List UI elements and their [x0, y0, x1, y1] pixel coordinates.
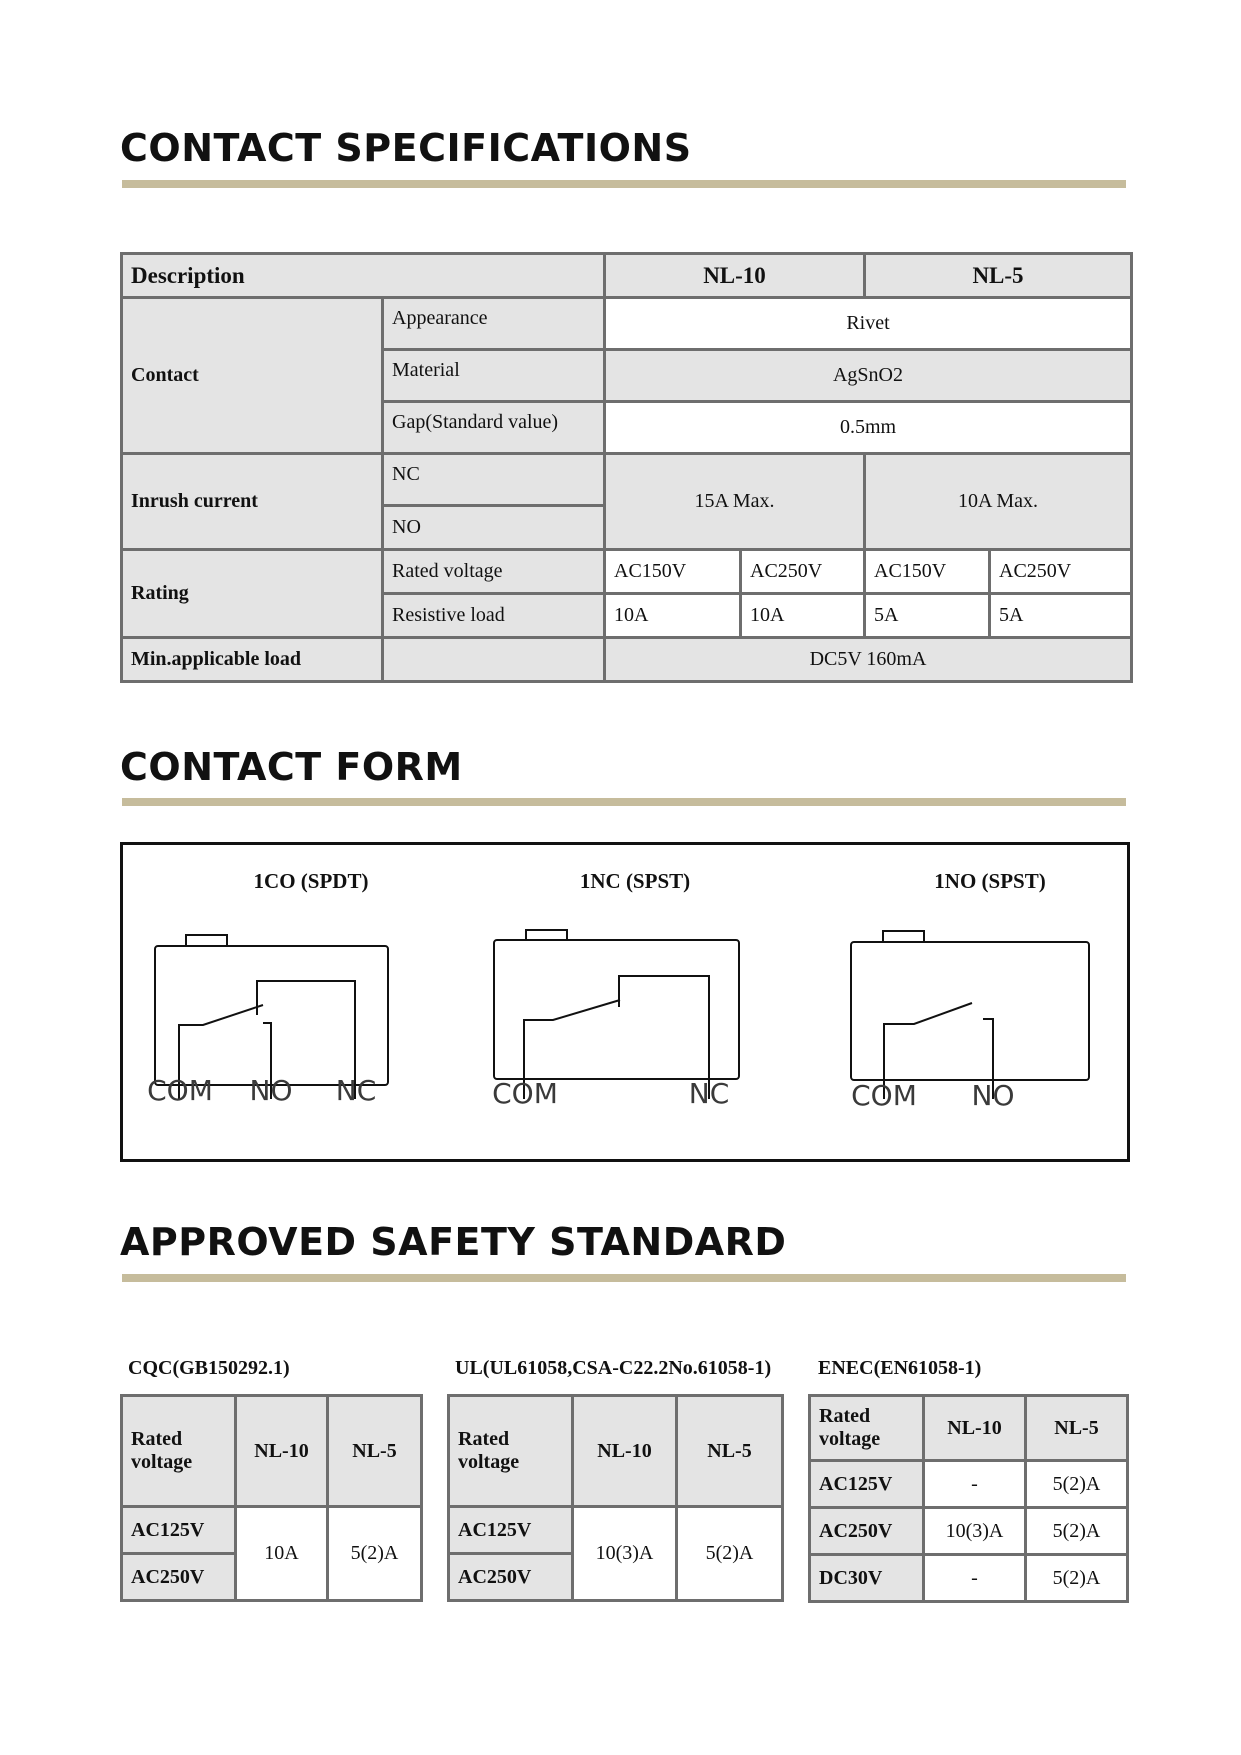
- material-label: Material: [383, 350, 605, 402]
- voltage-cell: AC125V: [810, 1461, 924, 1508]
- rated-voltage-header: Rated voltage: [122, 1396, 236, 1507]
- table-row: [449, 1396, 783, 1507]
- voltage-cell: AC250V: [449, 1554, 573, 1601]
- table-row: [122, 1396, 422, 1507]
- nl10-value: 10A: [236, 1507, 328, 1601]
- terminal-label: NO: [249, 1074, 293, 1107]
- cqc-table: [120, 1394, 423, 1602]
- nl10-value: -: [924, 1555, 1026, 1602]
- rated-voltage-header: Rated voltage: [810, 1396, 924, 1461]
- min-load-empty-cell: [383, 638, 605, 682]
- contact-form-diagrams: [120, 842, 1130, 1162]
- table-row: [122, 254, 1132, 298]
- nl10-value: 10(3)A: [573, 1507, 677, 1601]
- table-row: [122, 1507, 422, 1554]
- nl5-value: 5(2)A: [677, 1507, 783, 1601]
- table-row: [122, 638, 1132, 682]
- heading-underline: [122, 1274, 1126, 1282]
- rated-voltage-cell: AC150V: [605, 550, 741, 594]
- rated-voltage-header: Rated voltage: [449, 1396, 573, 1507]
- no-spst-title: 1NO (SPST): [934, 869, 1046, 893]
- rated-voltage-cell: AC150V: [865, 550, 990, 594]
- ul-table: [447, 1394, 784, 1602]
- ul-title: UL(UL61058,CSA-C22.2No.61058-1): [455, 1357, 772, 1379]
- voltage-cell: AC250V: [122, 1554, 236, 1601]
- nl5-value: 5(2)A: [1026, 1508, 1128, 1555]
- heading-underline: [122, 798, 1126, 806]
- appearance-value: Rivet: [605, 298, 1132, 350]
- nl10-header: NL-10: [573, 1396, 677, 1507]
- contact-form-schematics: [123, 845, 1127, 1159]
- terminal-label: NC: [688, 1077, 730, 1110]
- no-spst-schematic: [851, 931, 1089, 1099]
- rating-label: Rating: [122, 550, 383, 638]
- terminal-label: NO: [971, 1079, 1015, 1112]
- cqc-title: CQC(GB150292.1): [128, 1357, 290, 1379]
- resistive-load-cell: 10A: [741, 594, 865, 638]
- resistive-load-label: Resistive load: [383, 594, 605, 638]
- model-header-nl5: NL-5: [865, 254, 1132, 298]
- nl5-value: 5(2)A: [328, 1507, 422, 1601]
- inrush-nl5-value: 10A Max.: [865, 454, 1132, 550]
- nl5-header: NL-5: [328, 1396, 422, 1507]
- nl5-header: NL-5: [1026, 1396, 1128, 1461]
- inrush-nc-label: NC: [383, 454, 605, 506]
- nl10-value: -: [924, 1461, 1026, 1508]
- table-row: [122, 550, 1132, 594]
- min-load-value: DC5V 160mA: [605, 638, 1132, 682]
- terminal-label: COM: [492, 1077, 558, 1110]
- terminal-label: NC: [335, 1074, 377, 1107]
- contact-label: Contact: [122, 298, 383, 454]
- material-value: AgSnO2: [605, 350, 1132, 402]
- voltage-cell: DC30V: [810, 1555, 924, 1602]
- enec-title: ENEC(EN61058-1): [818, 1357, 982, 1379]
- inrush-no-label: NO: [383, 506, 605, 550]
- contact-specifications-heading: CONTACT SPECIFICATIONS: [120, 126, 692, 170]
- nc-spst-title: 1NC (SPST): [579, 869, 691, 893]
- approved-safety-standard-heading: APPROVED SAFETY STANDARD: [120, 1220, 787, 1264]
- inrush-nl10-value: 15A Max.: [605, 454, 865, 550]
- nc-spst-schematic: [494, 930, 739, 1099]
- table-row: [449, 1507, 783, 1554]
- nl10-header: NL-10: [924, 1396, 1026, 1461]
- contact-specifications-table: [120, 252, 1133, 683]
- table-row: [810, 1396, 1128, 1461]
- voltage-cell: AC125V: [449, 1507, 573, 1554]
- table-row: [810, 1508, 1128, 1555]
- rated-voltage-label: Rated voltage: [383, 550, 605, 594]
- voltage-cell: AC125V: [122, 1507, 236, 1554]
- appearance-label: Appearance: [383, 298, 605, 350]
- heading-underline: [122, 180, 1126, 188]
- inrush-current-label: Inrush current: [122, 454, 383, 550]
- terminal-label: COM: [147, 1074, 213, 1107]
- spdt-title: 1CO (SPDT): [253, 869, 369, 893]
- rated-voltage-cell: AC250V: [741, 550, 865, 594]
- contact-form-heading: CONTACT FORM: [120, 745, 463, 789]
- resistive-load-cell: 5A: [865, 594, 990, 638]
- gap-label: Gap(Standard value): [383, 402, 605, 454]
- enec-table: [808, 1394, 1129, 1603]
- nl10-value: 10(3)A: [924, 1508, 1026, 1555]
- rated-voltage-cell: AC250V: [990, 550, 1132, 594]
- nl5-value: 5(2)A: [1026, 1555, 1128, 1602]
- table-row: [810, 1461, 1128, 1508]
- description-header: Description: [122, 254, 605, 298]
- voltage-cell: AC250V: [810, 1508, 924, 1555]
- terminal-label: COM: [851, 1079, 917, 1112]
- nl5-value: 5(2)A: [1026, 1461, 1128, 1508]
- model-header-nl10: NL-10: [605, 254, 865, 298]
- gap-value: 0.5mm: [605, 402, 1132, 454]
- resistive-load-cell: 5A: [990, 594, 1132, 638]
- min-load-label: Min.applicable load: [122, 638, 383, 682]
- nl5-header: NL-5: [677, 1396, 783, 1507]
- nl10-header: NL-10: [236, 1396, 328, 1507]
- table-row: [122, 298, 1132, 350]
- table-row: [810, 1555, 1128, 1602]
- table-row: [122, 454, 1132, 506]
- resistive-load-cell: 10A: [605, 594, 741, 638]
